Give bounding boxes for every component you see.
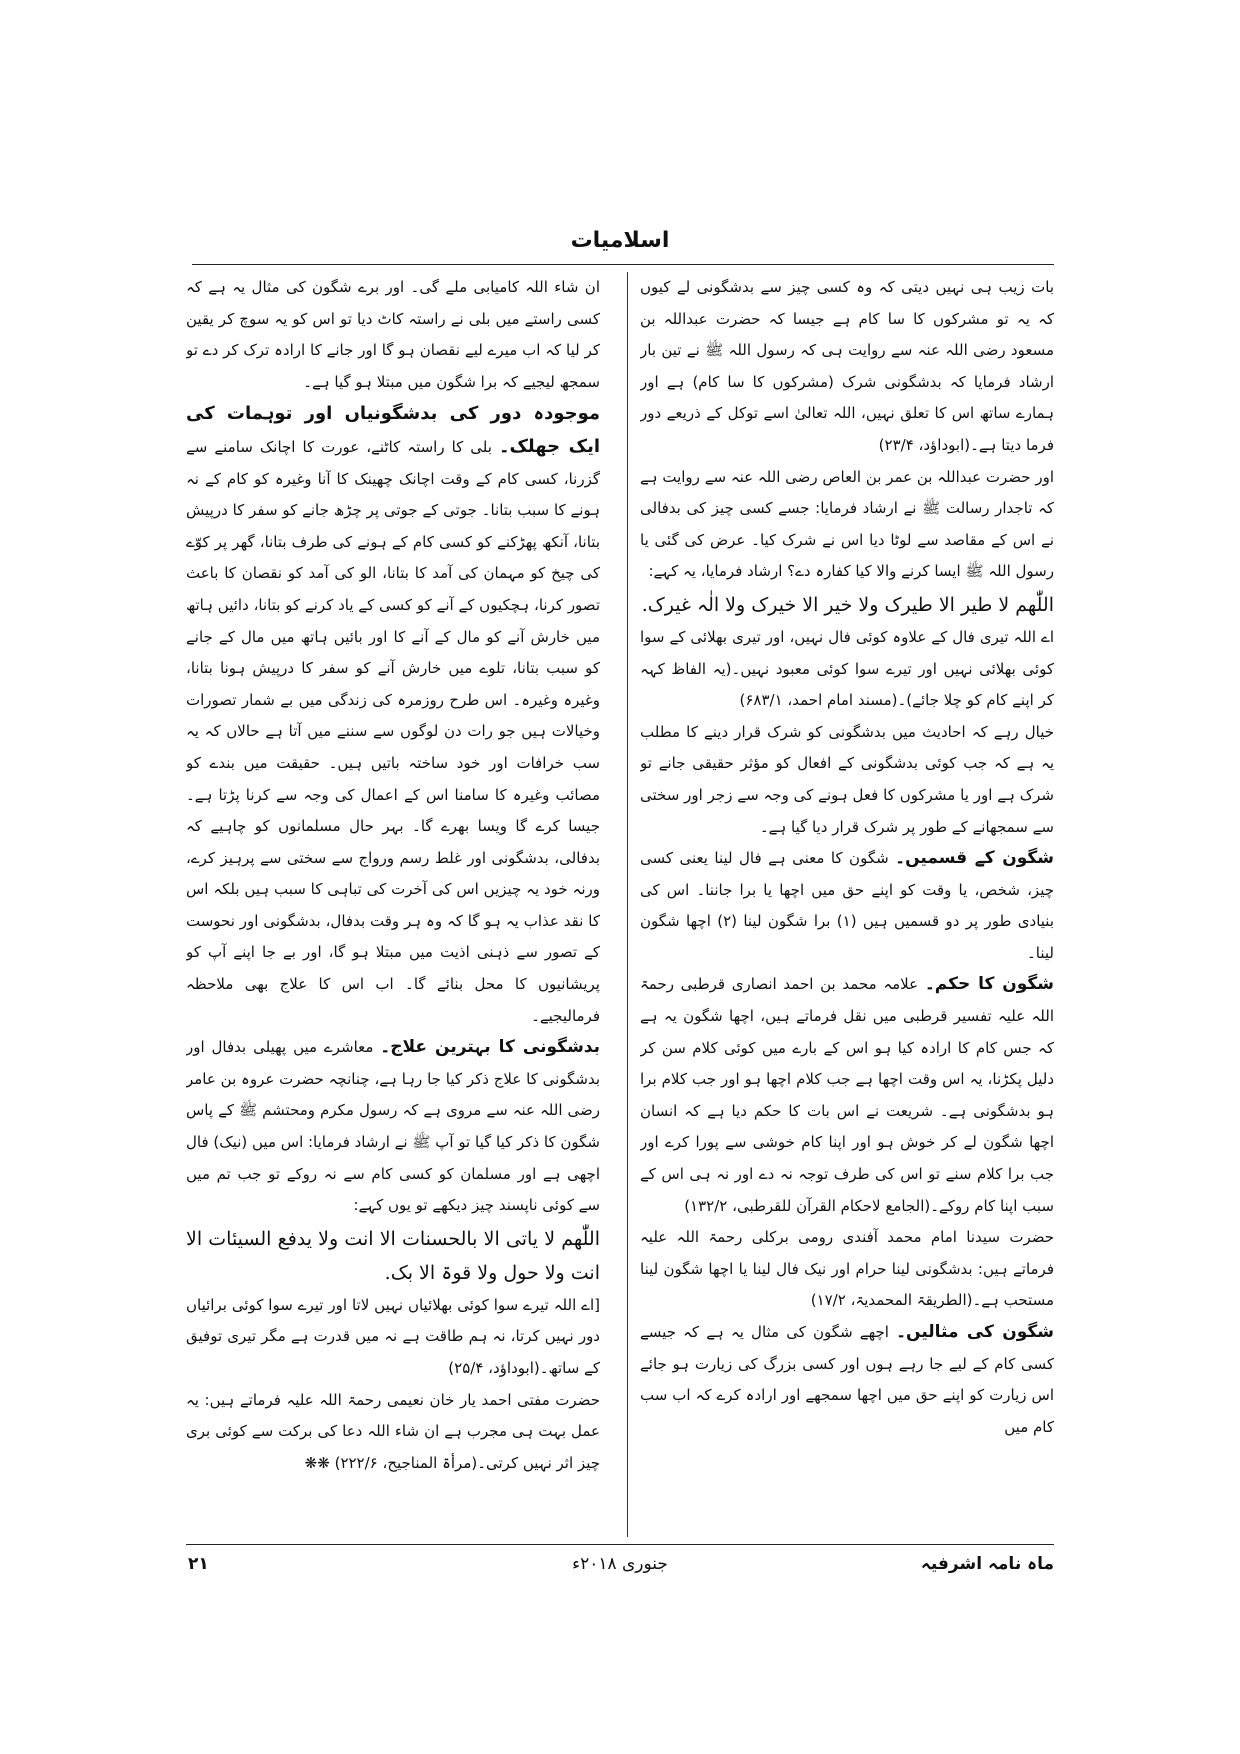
- left-column: [186, 272, 600, 1537]
- paragraph: علامہ محمد بن احمد انصاری قرطبی رحمۃ اللہ علیہ تفسیر قرطبی میں نقل فرماتے ہیں، اچھا شگون یہ ہے کہ جس کام کا ارادہ کیا ہو اس کے بارے میں کوئی کلام سن کر دلیل پکڑنا، یہ اس وقت اچھا ہے جب کلام اچھا ہو اور جب کلام برا ہو بدشگونی ہے۔ شریعت نے اس بات کا حکم دیا ہے کہ انسان اچھا شگون لے کر خوش ہو اور اپنا کام خوشی سے پورا کرے اور جب برا کلام سنے تو اس کی طرف توجہ نہ دے اور نہ ہی اس کے سبب اپنا کام روکے۔(الجامع لاحکام القرآن للقرطبی، ۱۳۲/۲): [640, 975, 1054, 1215]
- issue-date: جنوری ۲۰۱۸ء: [572, 1554, 668, 1574]
- header-divider: [192, 264, 1054, 265]
- inline-heading: شگون کا حکم۔: [924, 974, 1054, 995]
- section-heading: موجودہ دور کی بدشگونیاں اور توہمات کی ایک جھلک۔: [186, 403, 600, 457]
- paragraph: ان شاء اللہ کامیابی ملے گی۔ اور برے شگون کی مثال یہ ہے کہ کسی راستے میں بلی نے راستہ کاٹ دیا تو اس کو یہ سوچ کر یقین کر لیا کہ اب میرے لیے نقصان ہو گا اور جانے کا ارادہ ترک کر دے تو سمجھ لیجیے کہ برا شگون میں مبتلا ہو گیا ہے۔: [186, 278, 600, 391]
- inline-heading: بدشگونی کا بہترین علاج۔: [380, 1037, 600, 1058]
- paragraph: خیال رہے کہ احادیث میں بدشگونی کو شرک قرار دینے کا مطلب یہ ہے کہ جب کوئی بدشگونی کے افعال کو مؤثر حقیقی جانے تو شرک ہے اور یا مشرکوں کا فعل ہونے کی وجہ سے زجر اور سختی سے سمجھانے کے طور پر شرک قرار دیا گیا ہے۔: [640, 722, 1054, 836]
- section-title: اسلامیات: [570, 228, 670, 253]
- paragraph: بات زیب ہی نہیں دیتی کہ وہ کسی چیز سے بدشگونی لے کیوں کہ یہ تو مشرکوں کا سا کام ہے جیسا کہ حضرت عبداللہ بن مسعود رضی اللہ عنہ سے روایت ہی کہ رسول اللہ ﷺ نے تین بار ارشاد فرمایا کہ بدشگونی شرک (مشرکوں کا سا کام) ہے اور ہمارے ساتھ اس کا تعلق نہیں، اللہ تعالیٰ اسے توکل کے ذریعے دور فرما دیتا ہے۔(ابوداؤد، ۲۳/۴): [640, 278, 1054, 454]
- paragraph: حضرت مفتی احمد یار خان نعیمی رحمۃ اللہ علیہ فرماتے ہیں: یہ عمل بہت ہی مجرب ہے ان شاء اللہ دعا کی برکت سے کوئی بری چیز اثر نہیں کرتی۔(مرأۃ المناجیح، ۲۲۲/۶) ❋❋: [186, 1390, 600, 1472]
- right-column: [640, 272, 1054, 1537]
- paragraph: اے اللہ تیری فال کے علاوہ کوئی فال نہیں، اور تیری بھلائی کے سوا کوئی بھلائی نہیں اور تیرے سوا کوئی معبود نہیں۔(یہ الفاظ کہہ کر اپنے کام کو چلا جائے)۔(مسند امام احمد، ۶۸۳/۱): [640, 627, 1054, 710]
- paragraph: بلی کا راستہ کاٹنے، عورت کا اچانک سامنے سے گزرنا، کسی کام کے وقت اچانک چھینک کا آنا وغیرہ کو کام کے نہ ہونے کا سبب بتانا۔ جوتی کے جوتی پر چڑھ جانے کو سفر کا درپیش بتانا، آنکھ پھڑکنے کو کسی کام کے ہونے کی طرف بتانا، گھر پر کوّے کی چیخ کو مہمان کی آمد کا بتانا، الو کی آمد کو نقصان کا باعث تصور کرنا، ہچکیوں کے آنے کو کسی کے یاد کرنے کو بتانا، دائیں ہاتھ میں خارش آنے کو مال کے آنے کا اور بائیں ہاتھ میں مال کے جانے کو سبب بتانا، تلوے میں خارش آنے کو سفر کا درپیش ہونا بتانا، وغیرہ وغیرہ۔ اس طرح روزمرہ کی زندگی میں بے شمار تصورات وخیالات ہیں جو رات دن لوگوں سے سننے میں آتا ہے حالاں کہ یہ سب خرافات اور خود ساختہ باتیں ہیں۔ حقیقت میں بندے کو مصائب وغیرہ کا سامنا اس کے اعمال کی وجہ سے کرنا پڑتا ہے۔ جیسا کرے گا ویسا بھرے گا۔ بہر حال مسلمانوں کو چاہیے کہ بدفالی، بدشگونی اور غلط رسم ورواج سے سختی سے پرہیز کرے، ورنہ خود یہ چیزیں اس کی آخرت کی تباہی کا سبب ہیں بلکہ اس کا نقد عذاب یہ ہو گا کہ وہ ہر وقت بدفال، بدشگونی اور نحوست کے تصور سے ذہنی اذیت میں مبتلا ہو گا، اور بے جا اپنے آپ کو پریشانیوں کا محل بنائے گا۔ اب اس کا علاج بھی ملاحظہ فرمالیجیے۔: [186, 437, 600, 1025]
- footer-divider: [186, 1544, 1054, 1545]
- paragraph: معاشرے میں پھیلی بدفال اور بدشگونی کا علاج ذکر کیا جا رہا ہے، چنانچہ حضرت عروہ بن عامر رضی اللہ عنہ سے مروی ہے کہ رسول مکرم ومحتشم ﷺ کے پاس شگون کا ذکر کیا گیا تو آپ ﷺ نے ارشاد فرمایا: اس میں (نیک) فال اچھی ہے اور مسلمان کو کسی کام سے نہ روکے تو جب تم میں سے کوئی ناپسند چیز دیکھے تو یوں کہے:: [186, 1038, 600, 1215]
- arabic-supplication: اللّٰھم لا طیر الا طیرک ولا خیر الا خیرک ولا الٰہ غیرک.: [641, 593, 1054, 616]
- page-number: ۲۱: [188, 1554, 209, 1574]
- paragraph: اچھے شگون کی مثال یہ ہے کہ جیسے کسی کام کے لیے جا رہے ہوں اور کسی بزرگ کی زیارت ہو جائے اس زیارت کو اپنے حق میں اچھا سمجھے اور ارادہ کرے کہ اب سب کام میں: [640, 1323, 1054, 1436]
- paragraph: شگون کا معنی ہے فال لینا یعنی کسی چیز، شخص، یا وقت کو اپنے حق میں اچھا یا برا جاننا۔ اس کی بنیادی طور پر دو قسمیں ہیں (۱) برا شگون لینا (۲) اچھا شگون لینا۔: [640, 849, 1054, 962]
- paragraph: [اے اللہ تیرے سوا کوئی بھلائیاں نہیں لاتا اور تیرے سوا کوئی برائیاں دور نہیں کرتا، نہ ہم طاقت ہے نہ میں قدرت ہے مگر تیری توفیق کے ساتھ۔(ابوداؤد، ۲۵/۴): [186, 1295, 600, 1377]
- arabic-supplication: اللّٰھم لا یاتی الا بالحسنات الا انت ولا یدفع السیئات الا انت ولا حول ولا قوۃ الا بک.: [186, 1227, 600, 1284]
- column-divider: [627, 272, 628, 1537]
- paragraph: حضرت سیدنا امام محمد آفندی رومی برکلی رحمۃ اللہ علیہ فرماتے ہیں: بدشگونی لینا حرام اور نیک فال لینا یا اچھا شگون لینا مستحب ہے۔(الطریقۃ المحمدیۃ، ۱۷/۲): [640, 1228, 1054, 1310]
- inline-heading: شگون کے قسمیں۔: [895, 848, 1054, 869]
- inline-heading: شگون کی مثالیں۔: [896, 1322, 1054, 1342]
- paragraph: اور حضرت عبداللہ بن عمر بن العاص رضی اللہ عنہ سے روایت ہے کہ تاجدار رسالت ﷺ نے ارشاد فرمایا: جسے کسی چیز کی بدفالی نے اس کے مقاصد سے لوٹا دیا اس نے شرک کیا۔ عرض کی گئی یا رسول اللہ ﷺ ایسا کرنے والا کیا کفارہ دے؟ ارشاد فرمایا، یہ کہے:: [640, 467, 1054, 581]
- magazine-name: ماہ نامہ اشرفیہ: [920, 1554, 1054, 1574]
